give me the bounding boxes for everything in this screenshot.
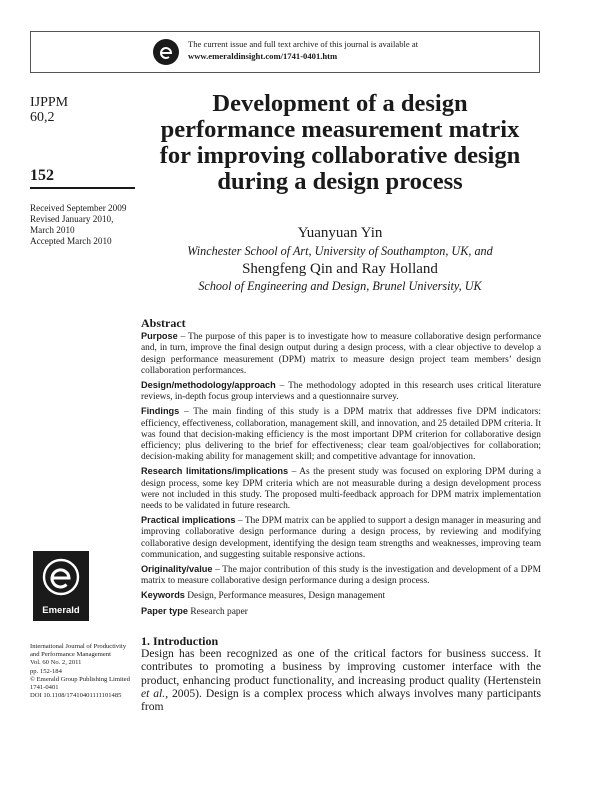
date-line: Revised January 2010, [30,214,114,224]
journal-citation [30,643,145,700]
citation-line: 1741-0401 [30,684,59,692]
citation-line: Vol. 60 No. 2, 2011 [30,659,82,667]
emerald-e-icon [153,39,179,65]
section-text: – As the present study was focused on exploring DPM during a design process, some key DPM criteria which are not measurable during a design development process were not included in this study. The proposed multi-feedback approach for DPM matrix implementation needs to be validated in future research. [141,467,541,512]
banner-line: The current issue and full text archive of this journal is available at [188,39,419,49]
banner-url[interactable]: www.emeraldinsight.com/1741-0401.htm [188,51,338,61]
author-affiliation: Winchester School of Art, University of Southampton, UK, and [187,244,493,258]
section-label: Practical implications [141,515,236,526]
page-number: 152 [30,167,54,184]
date-line: Received September 2009 [30,203,127,213]
page-number-rule [30,187,135,189]
section-heading: 1. Introduction [141,634,219,648]
emerald-logo-icon [33,551,89,621]
journal-abbreviation [30,95,120,125]
citation-line: and Performance Management [30,651,111,659]
journal-volume: 60,2 [30,110,55,125]
abstract-section [141,331,541,377]
section-text: – The DPM matrix can be applied to support a design manager in measuring and improving collaborative design performance during a design process, by reviewing and modifying collaborative design development, identifying the design team strengths and weaknesses, improving team communication, and suggesting suitable responsive actions. [141,516,541,560]
citation-line: DOI 10.1108/17410401111101485 [30,692,122,700]
date-line: March 2010 [30,225,75,235]
section-text: – The main finding of this study is a DPM matrix that addresses five DPM indicators: efficiency, effectiveness, collaboration, management skill, and innovation, and 25 detailed DPM criteria. It was found that decision-making efficiency is the most important DPM criterion for collaborative design efficiency; plus delivering to the brief for effectiveness; clear team goal/objectives for collaboration; decision-making ability for management skill; and competitive advantage for innovation. [141,407,541,463]
date-line: Accepted March 2010 [30,236,112,246]
paper-type [141,606,541,618]
author-name: Shengfeng Qin and Ray Holland [242,261,438,277]
section-label: Purpose [141,331,178,342]
citation-line: International Journal of Productivity [30,643,127,650]
abstract [141,318,541,621]
section-label: Originality/value [141,564,213,575]
paper-title: Development of a design performance measurement matrix for improving collaborative design during a design process [159,90,521,195]
section-label: Design/methodology/approach [141,380,276,391]
section-label: Keywords [141,590,185,601]
journal-banner [30,31,540,73]
journal-abbr: IJPPM [30,95,69,110]
section-label: Research limitations/implications [141,466,289,477]
author-name: Yuanyuan Yin [297,225,383,241]
abstract-heading: Abstract [141,316,186,330]
received-dates [30,203,140,247]
section-text: – The purpose of this paper is to investigate how to measure collaborative design performance and, in turn, improve the final design output during a design process, with a clear objective to develop a design performance measurement (DPM) matrix to measure design project team members’ design collaboration performances. [141,332,541,376]
abstract-section [141,380,541,403]
abstract-section [141,466,541,512]
section-label: Paper type [141,605,188,616]
section-text: – The methodology adopted in this research uses critical literature reviews, in-depth focus group interviews and a questionnaire survey. [141,381,541,403]
section-text: Research paper [187,606,248,617]
section-text: – The major contribution of this study is the investigation and development of a DPM matrix to measure collaborative design performance during a design process. [141,565,541,587]
citation-line: © Emerald Group Publishing Limited [30,675,130,683]
emerald-wordmark: Emerald [42,605,80,616]
citation-line: pp. 152-184 [30,667,62,675]
abstract-section [141,515,541,561]
section-label: Findings [141,406,180,417]
section-text: Design, Performance measures, Design management [184,591,386,602]
keywords [141,590,541,602]
author-affiliation: School of Engineering and Design, Brunel University, UK [198,279,482,293]
abstract-section [141,406,541,463]
abstract-section [141,564,541,587]
intro-paragraph: Design has been recognized as one of the critical factors for business success. It contributes to promoting a business by improving customer interface with the product, enhancing product functionality, and increasing product quality (Hertenstein et al., 2005). Design is a complex process which always involves many participants from [141,647,541,714]
